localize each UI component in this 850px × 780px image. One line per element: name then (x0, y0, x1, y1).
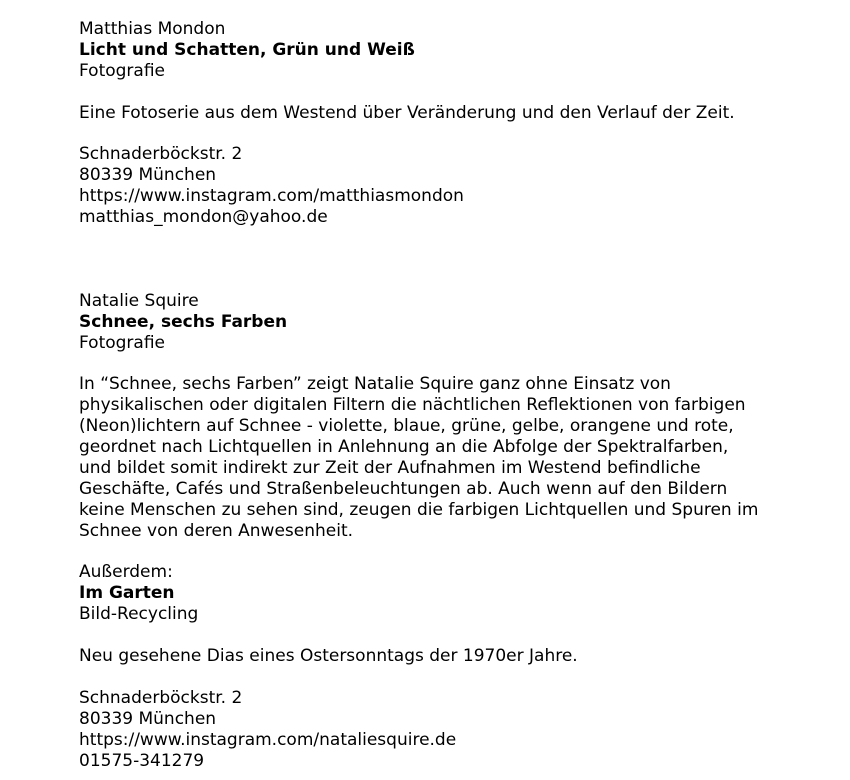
description-line: (Neon)lichtern auf Schnee - violette, blaue, grüne, gelbe, orangene und rote, (79, 416, 734, 437)
address-city: 80339 München (79, 708, 217, 729)
website-link[interactable]: https://www.instagram.com/matthiasmondon (79, 186, 464, 207)
work-medium: Fotografie (79, 332, 166, 353)
address-street: Schnaderböckstr. 2 (79, 687, 243, 708)
phone-number: 01575-341279 (79, 750, 205, 771)
description-line: Geschäfte, Cafés und Straßenbeleuchtungen ab. Auch wenn auf den Bildern (79, 478, 728, 499)
work-medium: Fotografie (79, 60, 166, 81)
extra-work-medium: Bild-Recycling (79, 604, 199, 625)
extra-label: Außerdem: (79, 562, 173, 583)
extra-work-title: Im Garten (79, 583, 175, 604)
work-description (79, 374, 779, 541)
description-line: In “Schnee, sechs Farben” zeigt Natalie Squire ganz ohne Einsatz von (79, 374, 671, 395)
work-title: Schnee, sechs Farben (79, 311, 288, 332)
website-link[interactable]: https://www.instagram.com/nataliesquire.de (79, 729, 457, 750)
work-description: Eine Fotoserie aus dem Westend über Veränderung und den Verlauf der Zeit. (79, 102, 735, 123)
artist-entry (79, 19, 779, 228)
description-line: Schnee von deren Anwesenheit. (79, 520, 354, 541)
description-line: geordnet nach Lichtquellen in Anlehnung an die Abfolge der Spektralfarben, (79, 437, 729, 458)
description-line: und bildet somit indirekt zur Zeit der Aufnahmen im Westend befindliche (79, 457, 701, 478)
description-line: physikalischen oder digitalen Filtern die nächtlichen Reflektionen von farbigen (79, 395, 746, 416)
address-street: Schnaderböckstr. 2 (79, 144, 243, 165)
work-title: Licht und Schatten, Grün und Weiß (79, 39, 415, 60)
email-link[interactable]: matthias_mondon@yahoo.de (79, 207, 328, 228)
artist-name: Natalie Squire (79, 290, 199, 311)
address-city: 80339 München (79, 165, 217, 186)
artist-entry (79, 291, 779, 772)
artist-name: Matthias Mondon (79, 19, 226, 39)
document-page (79, 19, 779, 772)
extra-work-description: Neu gesehene Dias eines Ostersonntags der 1970er Jahre. (79, 646, 578, 667)
description-line: keine Menschen zu sehen sind, zeugen die farbigen Lichtquellen und Spuren im (79, 499, 759, 520)
